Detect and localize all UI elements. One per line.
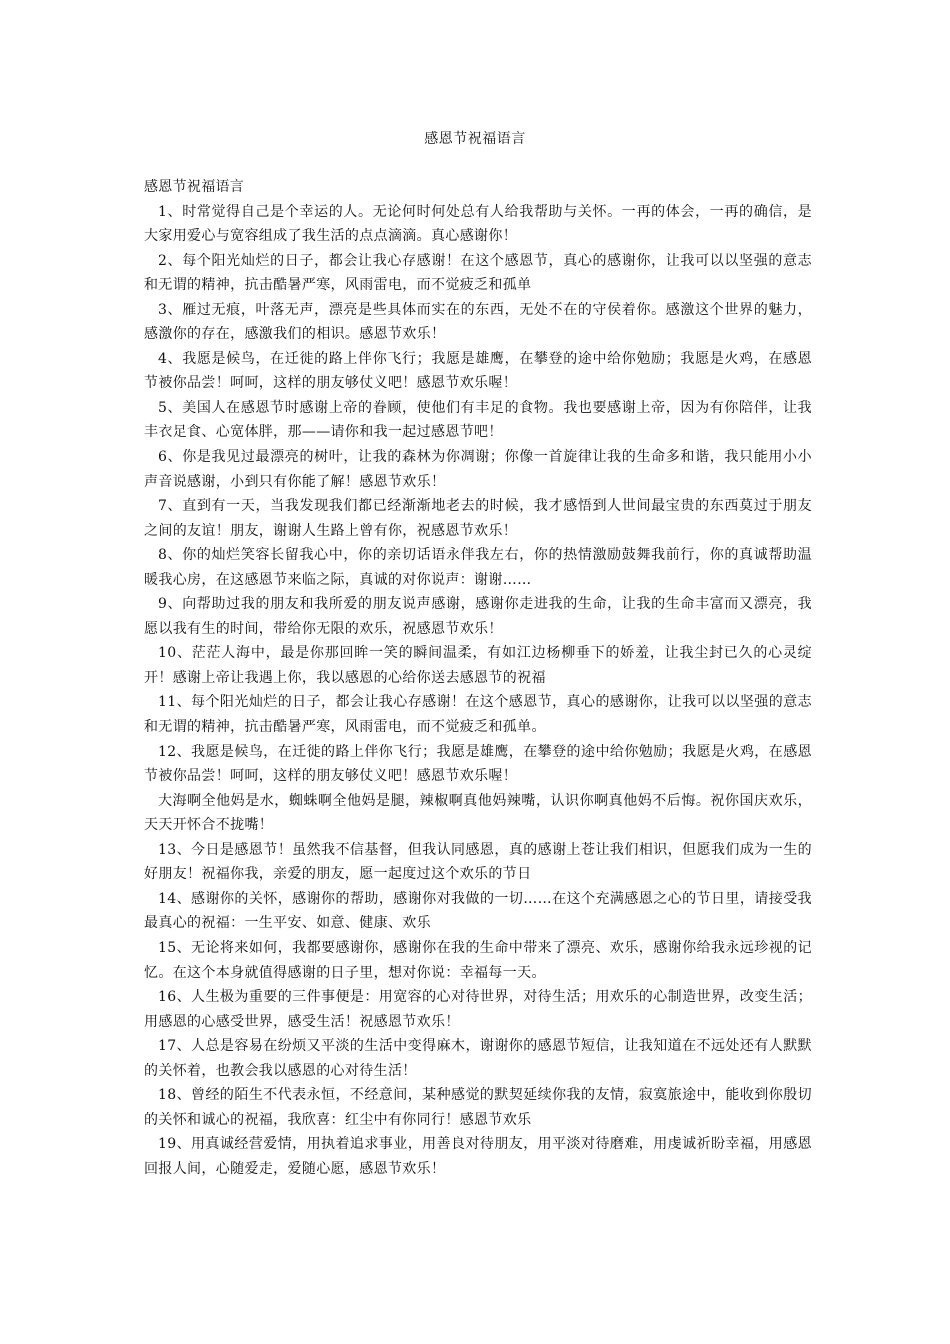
paragraph-16: 16、人生极为重要的三件事便是：用宽容的心对待世界，对待生活；用欢乐的心制造世界，改变生活；用感恩的心感受世界，感受生活！祝感恩节欢乐！: [144, 989, 812, 1030]
document-body: [144, 175, 812, 1181]
paragraph-14: 14、感谢你的关怀，感谢你的帮助，感谢你对我做的一切……在这个充满感恩之心的节日里，请接受我最真心的祝福：一生平安、如意、健康、欢乐: [144, 890, 812, 932]
paragraph-10: 10、茫茫人海中，最是你那回眸一笑的瞬间温柔，有如江边杨柳垂下的娇羞，让我尘封已久的心灵绽开！感谢上帝让我遇上你，我以感恩的心给你送去感恩节的祝福: [144, 645, 812, 686]
paragraph-7: 7、直到有一天，当我发现我们都已经渐渐地老去的时候，我才感悟到人世间最宝贵的东西莫过于朋友之间的友谊！朋友，谢谢人生路上曾有你，祝感恩节欢乐！: [144, 498, 812, 539]
paragraph-3: 3、雁过无痕，叶落无声，漂亮是些具体而实在的东西，无处不在的守侯着你。感激这个世界的魅力，感激你的存在，感激我们的相识。感恩节欢乐！: [144, 301, 812, 343]
paragraph-11: 11、每个阳光灿烂的日子，都会让我心存感谢！在这个感恩节，真心的感谢你，让我可以以坚强的意志和无谓的精神，抗击酷暑严寒，风雨雷电，而不觉疲乏和孤单。: [144, 694, 812, 736]
paragraph-4: 4、我愿是候鸟，在迁徙的路上伴你飞行；我愿是雄鹰，在攀登的途中给你勉励；我愿是火鸡，在感恩节被你品尝！呵呵，这样的朋友够仗义吧！感恩节欢乐喔！: [144, 350, 812, 392]
paragraph-6: 6、你是我见过最漂亮的树叶，让我的森林为你凋谢；你像一首旋律让我的生命多和谐，我只能用小小声音说感谢，小到只有你能了解！感恩节欢乐！: [144, 449, 812, 490]
paragraph-1: 1、时常觉得自己是个幸运的人。无论何时何处总有人给我帮助与关怀。一再的体会，一再的确信，是大家用爱心与宽容组成了我生活的点点滴滴。真心感谢你！: [144, 203, 812, 245]
paragraph-18: 18、曾经的陌生不代表永恒，不经意间，某种感觉的默契延续你我的友情，寂寞旅途中，能收到你殷切的关怀和诚心的祝福，我欣喜：红尘中有你同行！感恩节欢乐: [144, 1087, 812, 1128]
paragraph-2: 2、每个阳光灿烂的日子，都会让我心存感谢！在这个感恩节，真心的感谢你，让我可以以坚强的意志和无谓的精神，抗击酷暑严寒，风雨雷电，而不觉疲乏和孤单: [144, 252, 812, 294]
section-heading: 感恩节祝福语言: [144, 179, 245, 195]
paragraph-9: 9、向帮助过我的朋友和我所爱的朋友说声感谢，感谢你走进我的生命，让我的生命丰富而又漂亮，我愿以我有生的时间，带给你无限的欢乐，祝感恩节欢乐！: [144, 596, 812, 637]
paragraph-15: 15、无论将来如何，我都要感谢你，感谢你在我的生命中带来了漂亮、欢乐，感谢你给我永远珍视的记忆。在这个本身就值得感谢的日子里，想对你说：幸福每一天。: [144, 939, 812, 981]
paragraph-17: 17、人总是容易在纷烦又平淡的生活中变得麻木，谢谢你的感恩节短信，让我知道在不远处还有人默默的关怀着，也教会我以感恩的心对待生活！: [144, 1038, 812, 1079]
paragraph-13: 13、今日是感恩节！虽然我不信基督，但我认同感恩，真的感谢上苍让我们相识，但愿我们成为一生的好朋友！祝福你我，亲爱的朋友，愿一起度过这个欢乐的节日: [144, 841, 812, 883]
paragraph-unnumbered: 大海啊全他妈是水，蜘蛛啊全他妈是腿，辣椒啊真他妈辣嘴，认识你啊真他妈不后悔。祝你国庆欢乐，天天开怀合不拢嘴！: [144, 792, 812, 834]
document-title: 感恩节祝福语言: [424, 131, 526, 147]
paragraph-12: 12、我愿是候鸟，在迁徙的路上伴你飞行；我愿是雄鹰，在攀登的途中给你勉励；我愿是火鸡，在感恩节被你品尝！呵呵，这样的朋友够仗义吧！感恩节欢乐喔！: [144, 743, 812, 785]
paragraph-19: 19、用真诚经营爱情，用执着追求事业，用善良对待朋友，用平淡对待磨难，用虔诚祈盼幸福，用感恩回报人间，心随爱走，爱随心愿，感恩节欢乐！: [144, 1136, 812, 1177]
paragraph-8: 8、你的灿烂笑容长留我心中，你的亲切话语永伴我左右，你的热情激励鼓舞我前行，你的真诚帮助温暖我心房，在这感恩节来临之际，真诚的对你说声：谢谢……: [144, 547, 812, 588]
paragraph-5: 5、美国人在感恩节时感谢上帝的眷顾，使他们有丰足的食物。我也要感谢上帝，因为有你陪伴，让我丰衣足食、心宽体胖，那——请你和我一起过感恩节吧！: [144, 399, 812, 441]
